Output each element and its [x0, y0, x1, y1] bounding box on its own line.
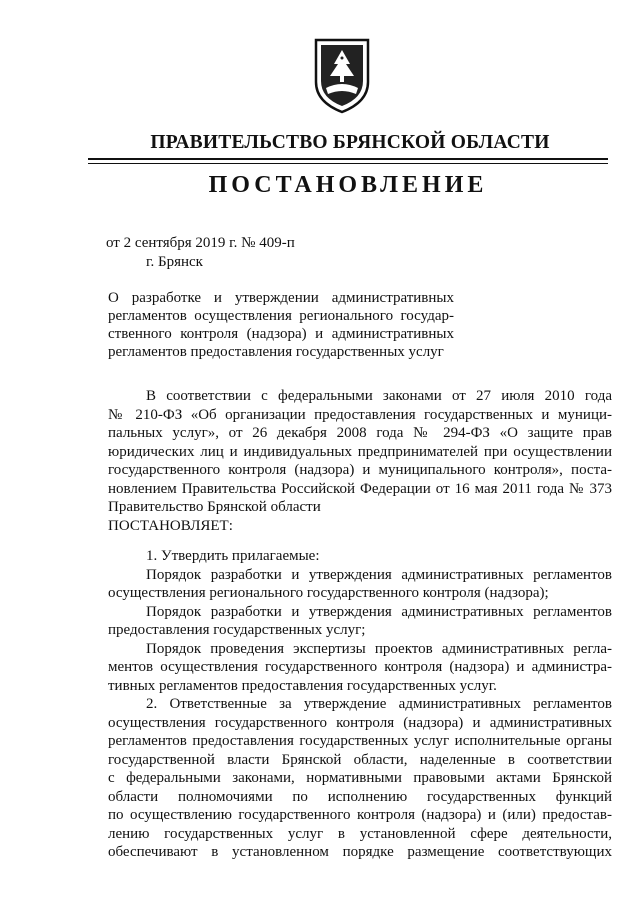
body-line: области полномочиями по исполнению государственных функций: [108, 788, 612, 805]
subject-line: О разработке и утверждении административных: [108, 290, 454, 306]
body-line: Порядок разработки и утверждения административных регламентов: [146, 566, 612, 583]
header-rule-thick: [88, 158, 608, 160]
subject-line: ственного контроля (надзора) и административных: [108, 326, 454, 342]
document-body: [108, 387, 612, 862]
subject-line: регламентов осуществления регионального государ-: [108, 308, 454, 324]
body-line: осуществления государственного контроля (надзора) и административных: [108, 714, 612, 731]
body-line: регламентов предоставления государственных услуг исполнительные органы: [108, 733, 612, 749]
document-subject: [108, 289, 454, 361]
document-type-title: ПОСТАНОВЛЕНИЕ: [208, 172, 488, 198]
body-line: тивных регламентов предоставления государственных услуг.: [108, 677, 497, 694]
body-line: 1. Утвердить прилагаемые:: [146, 548, 320, 564]
body-line: Порядок проведения экспертизы проектов административных регла-: [146, 640, 612, 657]
subject-line: регламентов предоставления государственных услуг: [108, 344, 444, 360]
body-line: 2. Ответственные за утверждение административных регламентов: [146, 696, 612, 712]
coat-of-arms-emblem: [312, 36, 372, 114]
body-line: юридических лиц и индивидуальных предпринимателей при осуществлении: [108, 443, 612, 460]
header-rule-thin: [88, 163, 608, 164]
body-line: с федеральными законами, нормативными правовыми актами Брянской: [108, 770, 612, 786]
body-line: лению государственных услуг в установленной сфере деятельности,: [108, 825, 612, 842]
body-line: осуществления регионального государственного контроля (надзора);: [108, 585, 549, 601]
body-line: государственной власти Брянской области, наделенные в соответствии: [108, 751, 612, 768]
body-line: пальных услуг», от 26 декабря 2008 года № 294-ФЗ «О защите прав: [108, 425, 612, 441]
body-line: предоставления государственных услуг;: [108, 622, 366, 638]
body-line: Правительство Брянской области: [108, 499, 321, 515]
body-line: № 210-ФЗ «Об организации предоставления государственных и муници-: [108, 406, 612, 423]
government-title: ПРАВИТЕЛЬСТВО БРЯНСКОЙ ОБЛАСТИ: [150, 132, 550, 153]
body-line: обеспечивают в установленном порядке размещение соответствующих: [108, 844, 612, 860]
body-line: новлением Правительства Российской Федерации от 16 мая 2011 года № 373: [108, 480, 612, 497]
body-line: по осуществлению государственного контроля (надзора) и (или) предостав-: [108, 807, 612, 823]
city: г. Брянск: [146, 254, 203, 270]
blank-line: [108, 535, 612, 547]
body-line: государственного контроля (надзора) и муниципального контроля», поста-: [108, 462, 612, 478]
body-line: Порядок разработки и утверждения административных регламентов: [146, 603, 612, 620]
date-number: от 2 сентября 2019 г. № 409-п: [106, 235, 295, 251]
resolution-keyword: ПОСТАНОВЛЯЕТ:: [108, 517, 233, 534]
body-line: ментов осуществления государственного контроля (надзора) и администра-: [108, 659, 612, 675]
body-line: В соответствии с федеральными законами от 27 июля 2010 года: [146, 388, 612, 404]
